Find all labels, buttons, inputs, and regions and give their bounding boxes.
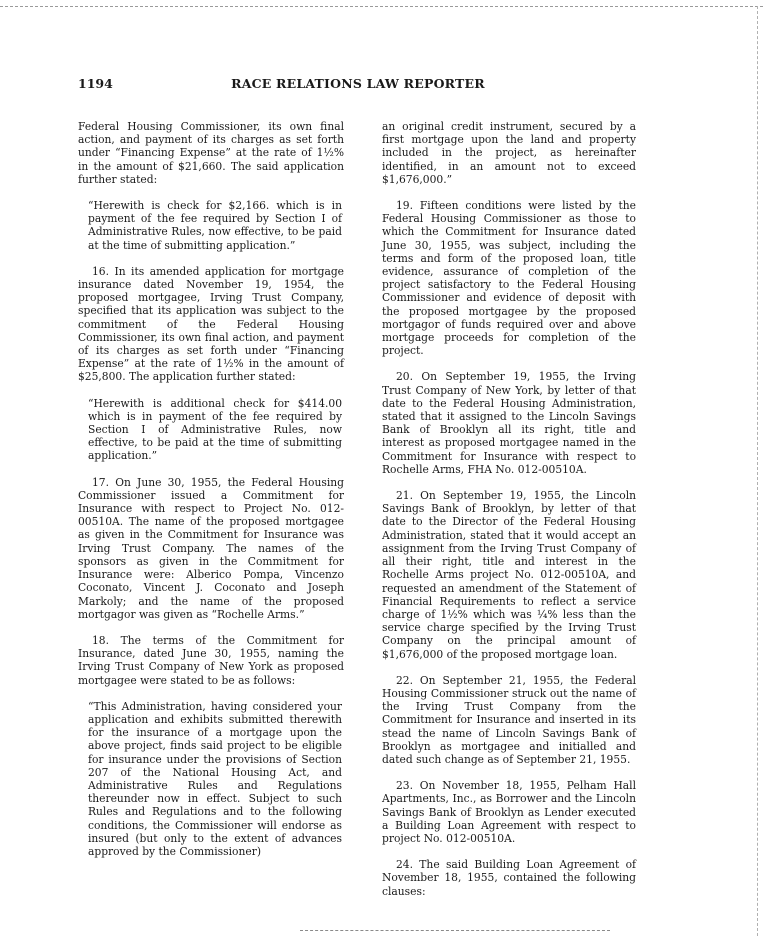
paragraph-continuation: Federal Housing Commissioner, its own final action, and payment of its charges as set forth under “Financing Expense” at the rate of 1½% in the amount of $21,660. The said application further stated: [78,120,344,186]
running-title: RACE RELATIONS LAW REPORTER [231,76,485,91]
bottom-scan-edge [300,930,610,931]
block-quote: “Herewith is check for $2,166. which is in payment of the fee required by Section I of Administrative Rules, now effective, to be paid at the time of submitting application.” [88,199,342,252]
numbered-paragraph: 21. On September 19, 1955, the Lincoln Savings Bank of Brooklyn, by letter of that date to the Director of the Federal Housing Administration, stated that it would accept an assignment from the Irving Trust Company of all their right, title and interest in the Rochelle Arms project No. 012-00510A, and requested an amendment of the Statement of Financial Requirements to reflect a service charge of 1½% which was ¼% less than the service charge specified by the Irving Trust Company on the principal amount of $1,676,000 of the proposed mortgage loan. [382,489,636,661]
numbered-paragraph: 19. Fifteen conditions were listed by the Federal Housing Commissioner as those to which the Commitment for Insurance dated June 30, 1955, was subject, including the terms and form of the proposed loan, title evidence, assurance of completion of the project satisfactory to the Federal Housing Commissioner and evidence of deposit with the proposed mortgagee by the proposed mortgagor of funds required over and above mortgage proceeds for completion of the project. [382,199,636,358]
paragraph-continuation: an original credit instrument, secured by a first mortgage upon the land and property included in the project, as hereinafter identified, in an amount not to exceed $1,676,000.” [382,120,636,186]
block-quote: “Herewith is additional check for $414.00 which is in payment of the fee required by Section I of Administrative Rules, now effective, to be paid at the time of submitting application.” [88,396,342,463]
numbered-paragraph: 23. On November 18, 1955, Pelham Hall Apartments, Inc., as Borrower and the Lincoln Savings Bank of Brooklyn as Lender executed a Building Loan Agreement with respect to project No. 012-00510A. [382,779,636,845]
numbered-paragraph: 16. In its amended application for mortgage insurance dated November 19, 1954, the proposed mortgagee, Irving Trust Company, specified that its application was subject to the commitment of the Federal Housing Commissioner, its own final action, and payment of its charges as set forth under “Financing Expense” at the rate of 1½% in the amount of $25,800. The application further stated: [78,264,344,384]
right-column [382,120,636,911]
left-column [78,120,344,871]
numbered-paragraph: 20. On September 19, 1955, the Irving Trust Company of New York, by letter of that date to the Federal Housing Administration, stated that it assigned to the Lincoln Savings Bank of Brooklyn all its right, title and interest as proposed mortgagee named in the Commitment for Insurance with respect to Rochelle Arms, FHA No. 012-00510A. [382,370,636,476]
page-number: 1194 [78,76,113,91]
numbered-paragraph: 17. On June 30, 1955, the Federal Housing Commissioner issued a Commitment for Insurance with respect to Project No. 012-00510A. The name of the proposed mortgagee as given in the Commitment for Insurance was Irving Trust Company. The names of the sponsors as given in the Commitment for Insurance were: Alberico Pompa, Vincenzo Coconato, Vincent J. Coconato and Joseph Markoly; and the name of the proposed mortgagor was given as “Rochelle Arms.” [78,475,344,621]
numbered-paragraph: 18. The terms of the Commitment for Insurance, dated June 30, 1955, naming the Irving Trust Company of New York as proposed mortgagee were stated to be as follows: [78,633,344,687]
numbered-paragraph: 24. The said Building Loan Agreement of November 18, 1955, contained the following clauses: [382,858,636,898]
block-quote: “This Administration, having considered your application and exhibits submitted therewith for the insurance of a mortgage upon the above project, finds said project to be eligible for insurance under the provisions of Section 207 of the National Housing Act, and Administrative Rules and Regulations thereunder now in effect. Subject to such Rules and Regulations and to the following conditions, the Commissioner will endorse as insured (but only to the extent of advances approved by the Commissioner) [88,699,342,858]
top-scan-edge [0,6,763,7]
right-scan-edge [757,6,758,936]
numbered-paragraph: 22. On September 21, 1955, the Federal Housing Commissioner struck out the name of the Irving Trust Company from the Commitment for Insurance and inserted in its stead the name of Lincoln Savings Bank of Brooklyn as mortgagee and initialled and dated such change as of September 21, 1955. [382,673,636,766]
page-header [78,76,638,94]
